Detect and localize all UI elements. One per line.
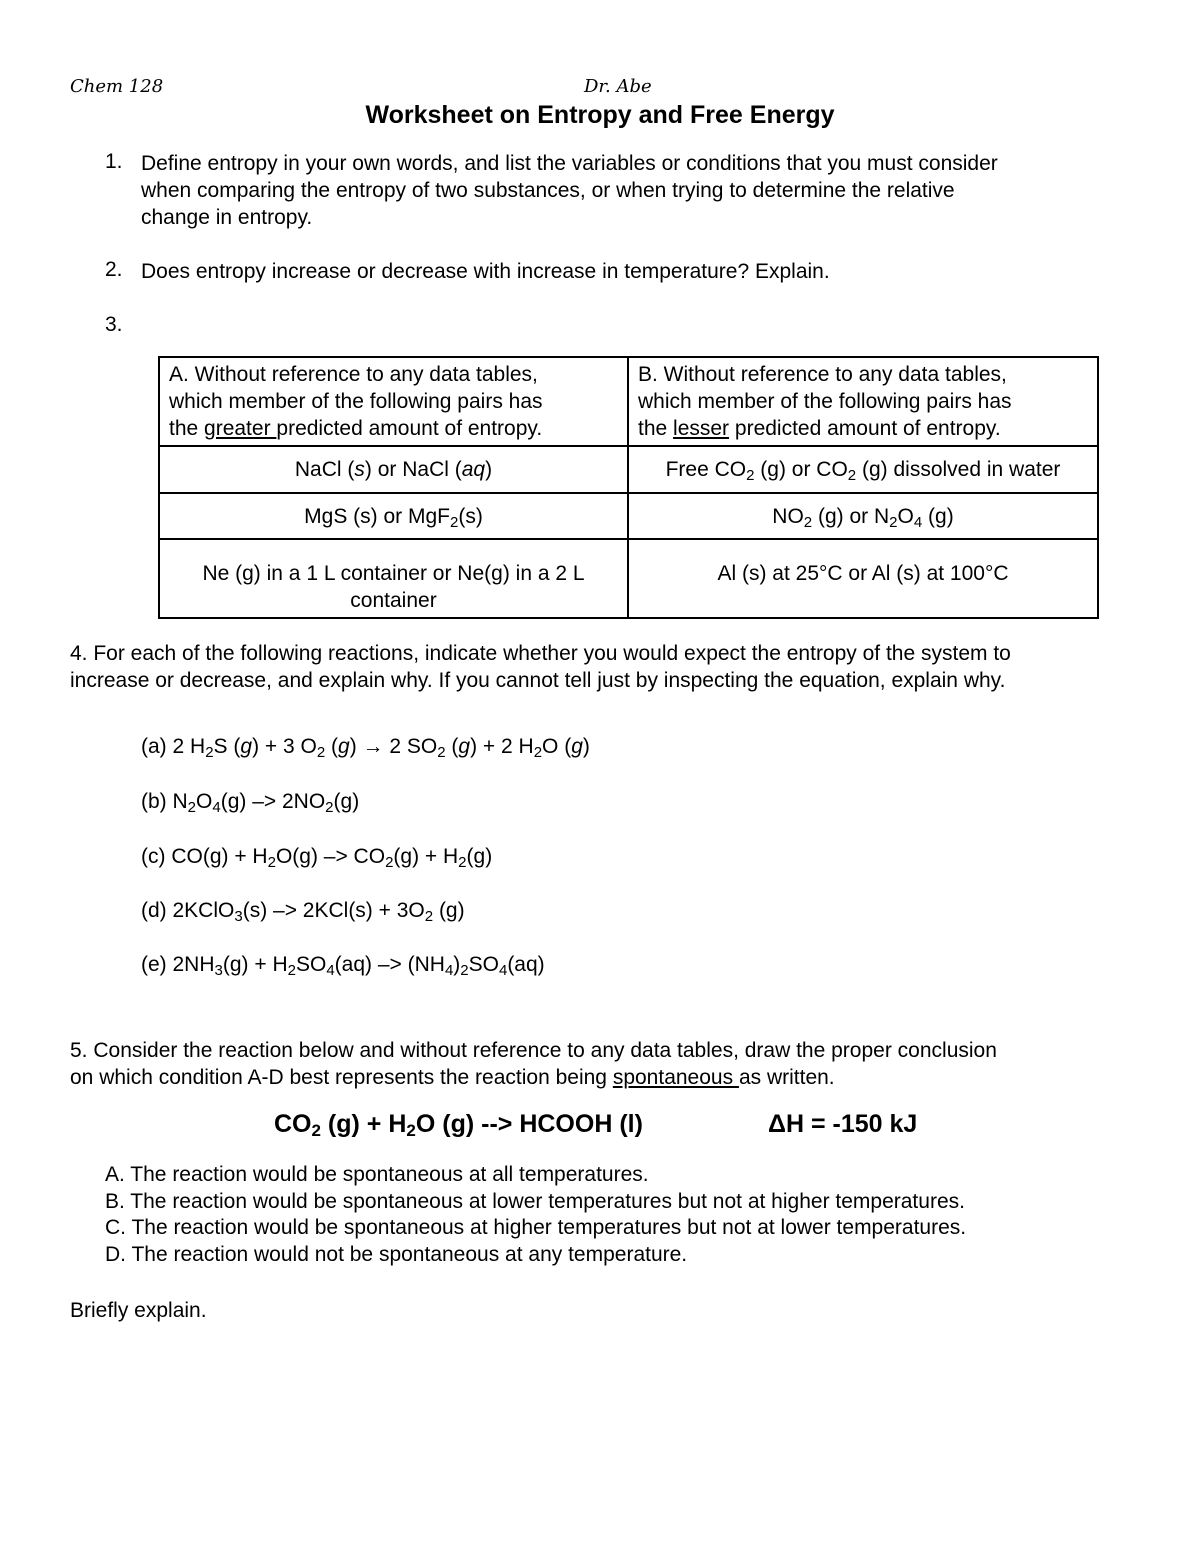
reaction-c: (c) $CO(g) + H_2O(g) -> CO_2(g) + H_2(g)$ xyxy=(141,845,493,871)
q2-text: Does entropy increase or decrease with increase in temperature? Explain. xyxy=(141,260,830,283)
option-a: A. The reaction would be spontaneous at all temperatures. xyxy=(105,1163,649,1186)
cell-a1: NaCl (s) or NaCl (aq) xyxy=(159,446,628,493)
underlined-lesser: lesser xyxy=(673,417,730,440)
table-header-b: B. Without reference to any data tables, which member of the following pairs has the lesser predicted amount of entropy. xyxy=(628,357,1098,446)
underlined-greater: greater xyxy=(204,417,277,440)
q5-line-2: on which condition A-D best represents the reaction being spontaneous as written. xyxy=(70,1066,835,1089)
reaction-d: (d) 2KClO$_3$(s) –> $2KCl(s) + 3O_2$ (g) xyxy=(141,899,465,925)
instructor-label: Dr. Abe xyxy=(584,76,652,97)
table-row xyxy=(159,539,1098,618)
q5-line-1: 5. Consider the reaction below and without reference to any data tables, draw the proper conclusion xyxy=(70,1039,997,1062)
q1-line-3: change in entropy. xyxy=(141,206,313,229)
cell-b3: Al (s) at 25°C or Al (s) at 100°C xyxy=(628,539,1098,618)
q2-number: 2. xyxy=(105,258,123,281)
option-d: D. The reaction would not be spontaneous at any temperature. xyxy=(105,1243,688,1266)
underlined-spontaneous: spontaneous xyxy=(612,1066,739,1089)
reaction-e: (e) $2NH_3(g) + H_2SO_4(aq) -> (NH_4)_2SO_4(aq)$ xyxy=(141,953,545,979)
q5-enthalpy: ΔH = -150 kJ xyxy=(768,1110,918,1138)
cell-a3: Ne (g) in a 1 L container or Ne(g) in a 2 L container xyxy=(159,539,628,618)
option-c: C. The reaction would be spontaneous at higher temperatures but not at lower temperatures. xyxy=(105,1216,967,1239)
table-row xyxy=(159,493,1098,539)
cell-b2: $NO_2$ (g) or $N_2O_4$ (g) xyxy=(628,493,1098,539)
cell-a2: MgS (s) or MgF$_2$(s) xyxy=(159,493,628,539)
reaction-a: (a) 2 $H_2S$ (g) + 3 $O_2$ (g) → 2 $SO_2$ (g) + 2 $H_2O$ (g) xyxy=(141,735,590,761)
reaction-b: (b) $N_2O_4(g) -> 2NO_2(g)$ xyxy=(141,790,360,816)
entropy-comparison-table xyxy=(158,356,1099,619)
briefly-explain: Briefly explain. xyxy=(70,1299,207,1322)
course-label: Chem 128 xyxy=(70,76,164,97)
q5-equation: $CO_2$ $(g) + H_2O$ (g) --> HCOOH (l) xyxy=(274,1110,643,1140)
q4-line-1: 4. For each of the following reactions, indicate whether you would expect the entropy of the system to xyxy=(70,642,1011,665)
table-row xyxy=(159,446,1098,493)
q1-line-1: Define entropy in your own words, and list the variables or conditions that you must consider xyxy=(141,152,998,175)
table-header-row xyxy=(159,357,1098,446)
cell-b1: Free $CO_2$ (g) or $CO_2$ (g) dissolved in water xyxy=(628,446,1098,493)
q1-line-2: when comparing the entropy of two substances, or when trying to determine the relative xyxy=(141,179,955,202)
q1-number: 1. xyxy=(105,150,123,173)
page-title: Worksheet on Entropy and Free Energy xyxy=(365,101,835,129)
option-b: B. The reaction would be spontaneous at lower temperatures but not at higher temperatures. xyxy=(105,1190,965,1213)
table-header-a: A. Without reference to any data tables, which member of the following pairs has the greater predicted amount of entropy. xyxy=(159,357,628,446)
q4-line-2: increase or decrease, and explain why. If you cannot tell just by inspecting the equation, explain why. xyxy=(70,669,1006,692)
q3-number: 3. xyxy=(105,313,123,336)
